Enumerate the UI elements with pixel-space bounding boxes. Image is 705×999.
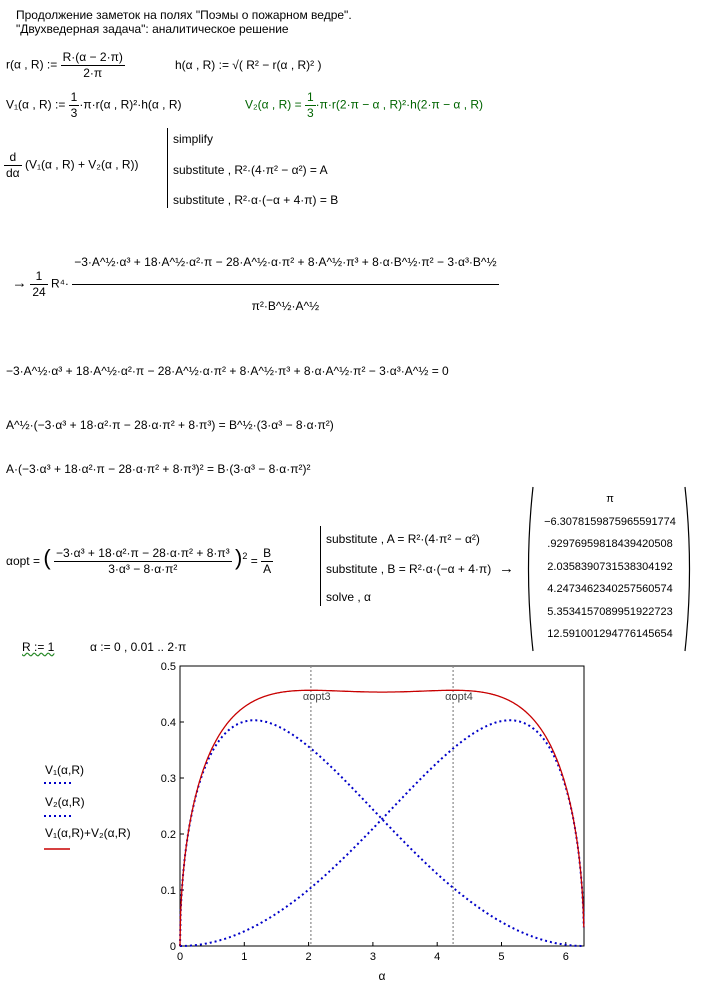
volume-chart[interactable]: [150, 658, 590, 988]
v1-definition[interactable]: [6, 90, 182, 121]
result-r4: R⁴·: [51, 276, 69, 291]
solution-5: 5.3534157089951922723: [547, 605, 673, 618]
v2-curve: [180, 720, 584, 946]
derivative-operator: [4, 150, 22, 181]
x-tick-label: 4: [434, 951, 441, 963]
aopt-op-solve[interactable]: solve , α: [326, 590, 371, 604]
x-tick-label: 6: [562, 951, 569, 963]
r-numerator: R·(α − 2·π): [62, 50, 123, 64]
third-den-2: 3: [306, 106, 314, 120]
y-tick-label: 0.3: [160, 773, 176, 785]
solutions-matrix[interactable]: [535, 488, 685, 646]
y-tick-label: 0.1: [160, 885, 176, 897]
result-coefficient: [30, 269, 47, 300]
third-den: 3: [70, 106, 78, 120]
deriv-op-simplify[interactable]: simplify: [173, 132, 214, 146]
ba-fraction: [261, 546, 273, 577]
alpha-opt-marker-label: αopt4: [445, 691, 473, 703]
v2-rhs: ·π·r(2·π − α , R)²·h(2·π − α , R): [315, 97, 484, 112]
deriv-op-substitute-a[interactable]: substitute , R²·(4·π² − α²) = A: [173, 163, 328, 177]
solve-arrow: →: [499, 560, 514, 577]
d-den: dα: [6, 166, 20, 180]
x-axis-label: α: [378, 969, 386, 983]
alpha-opt-num: −3·α³ + 18·α²·π − 28·α·π² + 8·π³: [55, 546, 230, 561]
r-denominator: 2·π: [83, 66, 103, 80]
equation-squared[interactable]: A·(−3·α³ + 18·α²·π − 28·α·π² + 8·π³)² = B·(3·α³ − 8·α·π²)²: [6, 462, 311, 476]
x-tick-label: 0: [176, 951, 184, 963]
symbolic-operator-bar: [167, 128, 168, 208]
solution-2: .92976959818439420508: [547, 538, 673, 550]
plot-frame: [180, 666, 584, 946]
solve-operator-bar: [320, 526, 321, 606]
coef-num: 1: [30, 269, 47, 285]
r-assignment[interactable]: R := 1: [22, 640, 55, 654]
result-numerator: −3·A^½·α³ + 18·A^½·α²·π − 28·A^½·α·π² + 8·A^½·π³ + 8·α·B^½·π² − 3·α³·B^½: [72, 255, 498, 285]
solution-6: 12.591001294776145654: [547, 628, 673, 640]
v1-curve: [180, 720, 584, 946]
deriv-op-substitute-b[interactable]: substitute , R²·α·(−α + 4·π) = B: [173, 193, 339, 207]
h-rhs: √( R² − r(α , R)² ): [232, 58, 322, 72]
legend-v1-swatch: [44, 780, 74, 786]
legend-v2-label: V₂(α,R): [45, 795, 85, 809]
equation-zero[interactable]: −3·A^½·α³ + 18·A^½·α²·π − 28·A^½·α·π² + 8·A^½·π³ + 8·α·A^½·π² − 3·α³·A^½ = 0: [6, 364, 449, 378]
alpha-opt-fraction: [54, 546, 232, 577]
alpha-opt-den: 3·α³ − 8·α·π²: [108, 562, 178, 577]
x-tick-label: 1: [241, 951, 248, 963]
coef-den: 24: [32, 285, 46, 299]
ba-num: B: [263, 546, 272, 561]
legend-sum-swatch: [44, 846, 74, 852]
third-fraction: [69, 90, 80, 121]
y-tick-label: 0: [169, 941, 176, 953]
alpha-opt-marker-label: αopt3: [302, 691, 331, 703]
alpha-range[interactable]: α := 0 , 0.01 .. 2·π: [90, 640, 187, 654]
r-lhs: r(α , R) :=: [6, 57, 58, 72]
third-num: 1: [70, 90, 78, 104]
h-lhs: h(α , R) :=: [175, 58, 229, 72]
note-line-2: "Двухведерная задача": аналитическое решение: [16, 22, 289, 36]
result-denominator: π²·B^½·A^½: [251, 299, 320, 313]
v2-definition[interactable]: V₂(α , R) = $\frac{1}{3}$ ·π·r(2·π − α , R)²·h(2·π − α , R): [245, 90, 484, 120]
d-num: d: [4, 150, 22, 166]
third-fraction-2: [305, 90, 316, 121]
v1-rhs: ·π·r(α , R)²·h(α , R): [79, 97, 182, 112]
legend-v1-label: V₁(α,R): [45, 763, 84, 777]
x-tick-label: 2: [305, 951, 312, 963]
ba-den: A: [263, 562, 272, 577]
legend-v2-swatch: [44, 813, 74, 819]
v2-lhs: V₂(α , R): [245, 97, 292, 112]
solution-1: −6.3078159875965591774: [544, 515, 676, 528]
derivative-expression[interactable]: [4, 150, 139, 181]
y-tick-label: 0.2: [160, 829, 176, 841]
result-arrow: →: [12, 274, 27, 292]
y-tick-label: 0.4: [160, 717, 176, 729]
r-fraction: [61, 50, 125, 81]
v1-lhs: V₁(α , R) :=: [6, 97, 66, 112]
alpha-opt-equation[interactable]: αopt = ( $\frac{\text{−3·α³ + 18·α²·π − 28·α·π² + 8·π³}}{\text{3·α³ − 8·α·π²}}$ )$^2$ = $\frac{B}{A}$: [6, 545, 272, 577]
aopt-op-substitute-b[interactable]: substitute , B = R²·α·(−α + 4·π): [326, 562, 492, 576]
solution-4: 4.2473462340257560574: [547, 583, 673, 595]
x-tick-label: 3: [369, 951, 376, 963]
solution-0: π: [606, 493, 614, 505]
y-tick-label: 0.5: [160, 661, 176, 673]
third-num-2: 1: [306, 90, 314, 104]
note-line-1: Продолжение заметок на полях "Поэмы о пожарном ведре".: [16, 8, 352, 22]
result-fraction: [72, 255, 498, 314]
legend-sum-label: V₁(α,R)+V₂(α,R): [45, 826, 131, 840]
equation-sqrt[interactable]: A^½·(−3·α³ + 18·α²·π − 28·α·π² + 8·π³) = B^½·(3·α³ − 8·α·π²): [6, 418, 334, 432]
symbolic-result[interactable]: [12, 255, 499, 314]
derivative-argument: (V₁(α , R) + V₂(α , R)): [24, 157, 139, 172]
aopt-op-substitute-a[interactable]: substitute , A = R²·(4·π² − α²): [326, 532, 480, 546]
r-definition[interactable]: [6, 50, 125, 81]
x-tick-label: 5: [498, 951, 505, 963]
h-definition[interactable]: [175, 58, 321, 72]
solution-3: 2.0358390731538304192: [547, 560, 673, 573]
alpha-opt-lhs: αopt =: [6, 554, 40, 568]
